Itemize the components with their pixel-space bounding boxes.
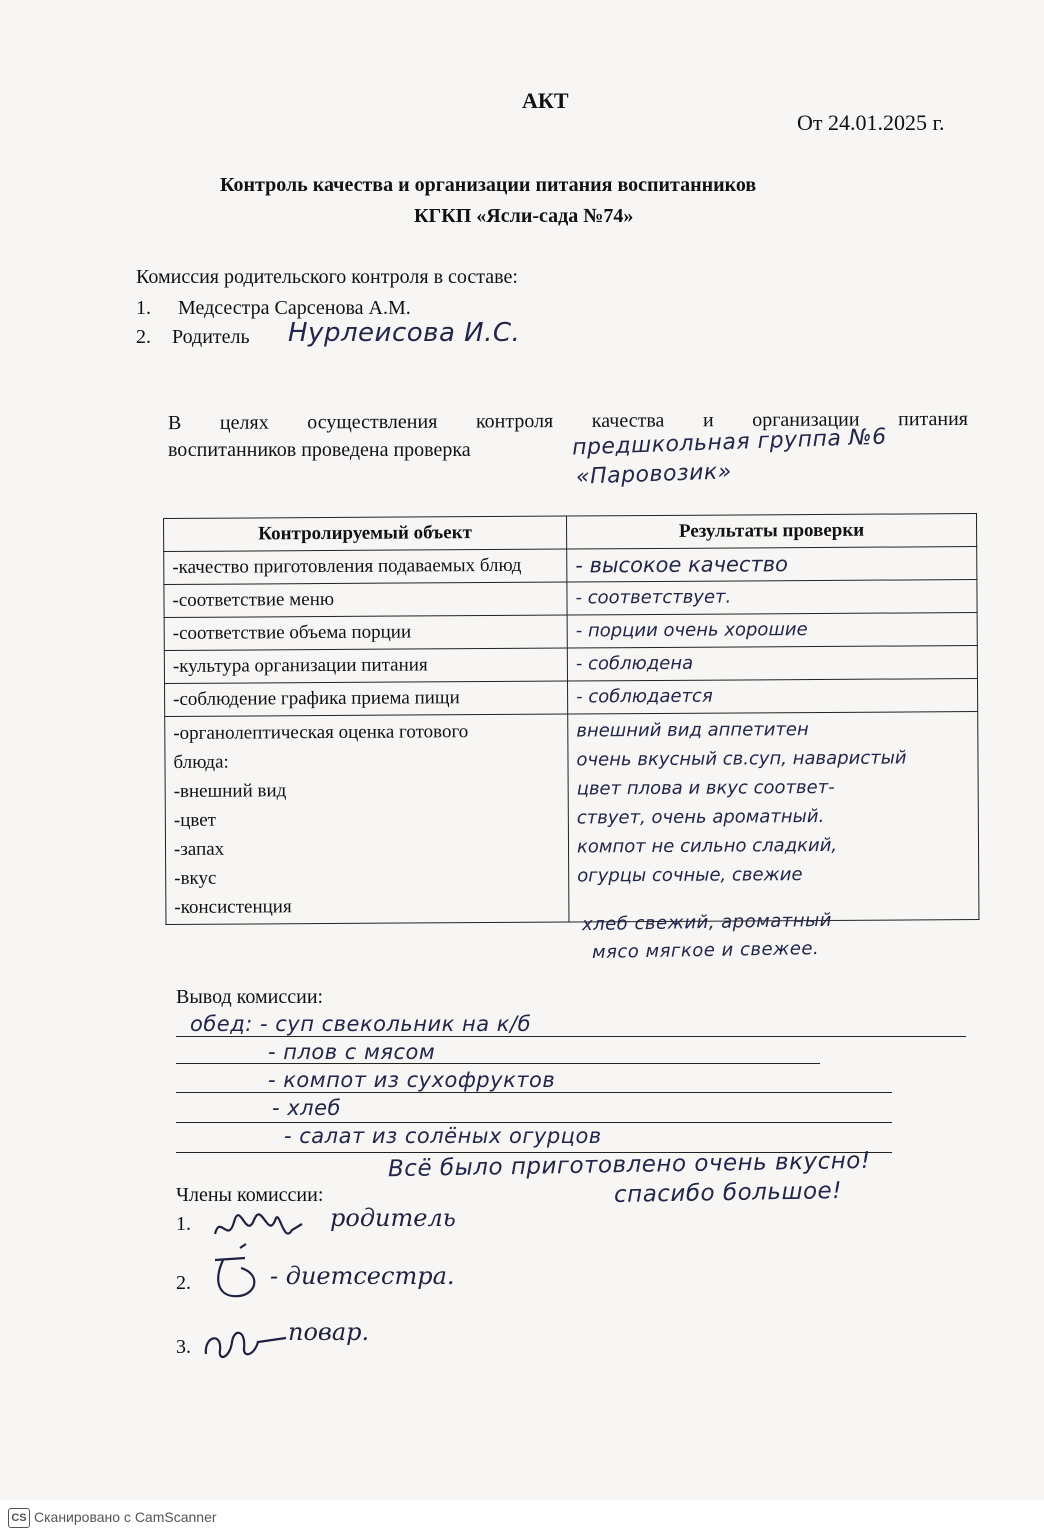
member-role-1: родитель (330, 1204, 456, 1232)
column-header-object: Контролируемый объект (164, 516, 567, 551)
member-number: 3. (176, 1336, 191, 1358)
members-label: Члены комиссии: (176, 1184, 324, 1206)
organoleptic-line: -запах (173, 838, 225, 860)
member-role-2: - диетсестра. (270, 1262, 455, 1290)
organoleptic-line: блюда: (173, 751, 229, 773)
table-row (164, 547, 977, 585)
conclusion-note-2: спасибо большое! (613, 1178, 843, 1208)
organoleptic-line: -консистенция (174, 896, 292, 918)
table-row (164, 646, 977, 684)
organoleptic-result-line: ствует, очень ароматный. (576, 805, 825, 829)
scanner-footer (0, 1500, 1044, 1536)
result-cell: - соответствует. (567, 580, 977, 616)
group-name-handwritten: предшкольная группа №6 (571, 424, 888, 461)
signature-3 (200, 1318, 290, 1368)
conclusion-line: - плов с мясом (268, 1040, 436, 1064)
result-cell: - порции очень хорошие (567, 613, 977, 649)
organoleptic-result-line: внешний вид аппетитен (576, 719, 809, 742)
conclusion-line: - компот из сухофруктов (268, 1068, 556, 1092)
object-cell: -соблюдение графика приема пищи (165, 681, 568, 716)
member-role-3: повар. (288, 1318, 370, 1346)
table-header-row (164, 514, 977, 552)
document-title: АКТ (522, 88, 569, 113)
signature-1 (210, 1204, 305, 1254)
organoleptic-line: -вкус (174, 867, 217, 889)
table-row (165, 679, 978, 717)
conclusion-note-1: Всё было приготовлено очень вкусно! (387, 1147, 871, 1183)
result-cell: - соблюдена (567, 646, 977, 682)
conclusion-rule (176, 1092, 892, 1093)
object-cell: -культура организации питания (164, 648, 567, 683)
organoleptic-object-cell (165, 714, 569, 924)
conclusion-rule (176, 1122, 892, 1123)
organoleptic-line: -органолептическая оценка готового (173, 721, 469, 744)
organoleptic-result-line: цвет плова и вкус соответ- (576, 776, 835, 800)
result-cell: - соблюдается (568, 679, 978, 715)
purpose-line-1: В целях осуществления контроля качества и организации питания (167, 407, 969, 435)
member-2-handwritten-name: Нурлеисова И.С. (288, 318, 521, 348)
group-nickname-handwritten: «Паровозик» (575, 459, 733, 490)
member-1-name: Медсестра Сарсенова А.М. (178, 297, 411, 319)
organoleptic-overflow-line-1: хлеб свежий, ароматный (581, 909, 833, 936)
conclusion-line: обед: - суп свекольник на к/б (190, 1012, 532, 1036)
member-number: 1. (176, 1213, 191, 1235)
commission-intro: Комиссия родительского контроля в составе: (136, 266, 518, 288)
organoleptic-line: -цвет (173, 809, 217, 831)
member-1-number: 1. (136, 297, 151, 319)
document-date: От 24.01.2025 г. (797, 110, 945, 135)
conclusion-label: Вывод комиссии: (176, 986, 324, 1008)
camscanner-logo: CS (8, 1508, 30, 1528)
table-row (164, 613, 977, 651)
object-cell: -соответствие объема порции (164, 615, 567, 650)
member-2-number: 2. (136, 326, 151, 348)
member-number: 2. (176, 1272, 191, 1294)
table-row (164, 580, 977, 618)
organoleptic-result-line: огурцы сочные, свежие (577, 864, 803, 887)
member-2-label: Родитель (172, 326, 250, 348)
conclusion-line: - хлеб (272, 1096, 341, 1120)
organoleptic-line: -внешний вид (173, 780, 287, 802)
organoleptic-result-cell (568, 712, 979, 923)
result-cell: - высокое качество (567, 547, 977, 583)
control-table (163, 513, 979, 925)
object-cell: -соответствие меню (164, 582, 567, 617)
purpose-line-2: воспитанников проведена проверка (168, 439, 471, 461)
scanner-footer-text: Сканировано с CamScanner (34, 1509, 217, 1525)
signature-2 (205, 1252, 275, 1307)
organoleptic-result-line: очень вкусный св.суп, наваристый (576, 747, 907, 771)
table-row (165, 712, 979, 925)
organoleptic-result-line: компот не сильно сладкий, (576, 834, 838, 858)
subtitle-line-2: КГКП «Ясли-сада №74» (414, 205, 634, 227)
column-header-result: Результаты проверки (566, 514, 976, 550)
object-cell: -качество приготовления подаваемых блюд (164, 549, 567, 584)
conclusion-rule (176, 1036, 966, 1037)
conclusion-line: - салат из солёных огурцов (284, 1124, 602, 1148)
subtitle-line-1: Контроль качества и организации питания воспитанников (220, 174, 757, 196)
organoleptic-overflow-line-2: мясо мягкое и свежее. (591, 938, 820, 963)
